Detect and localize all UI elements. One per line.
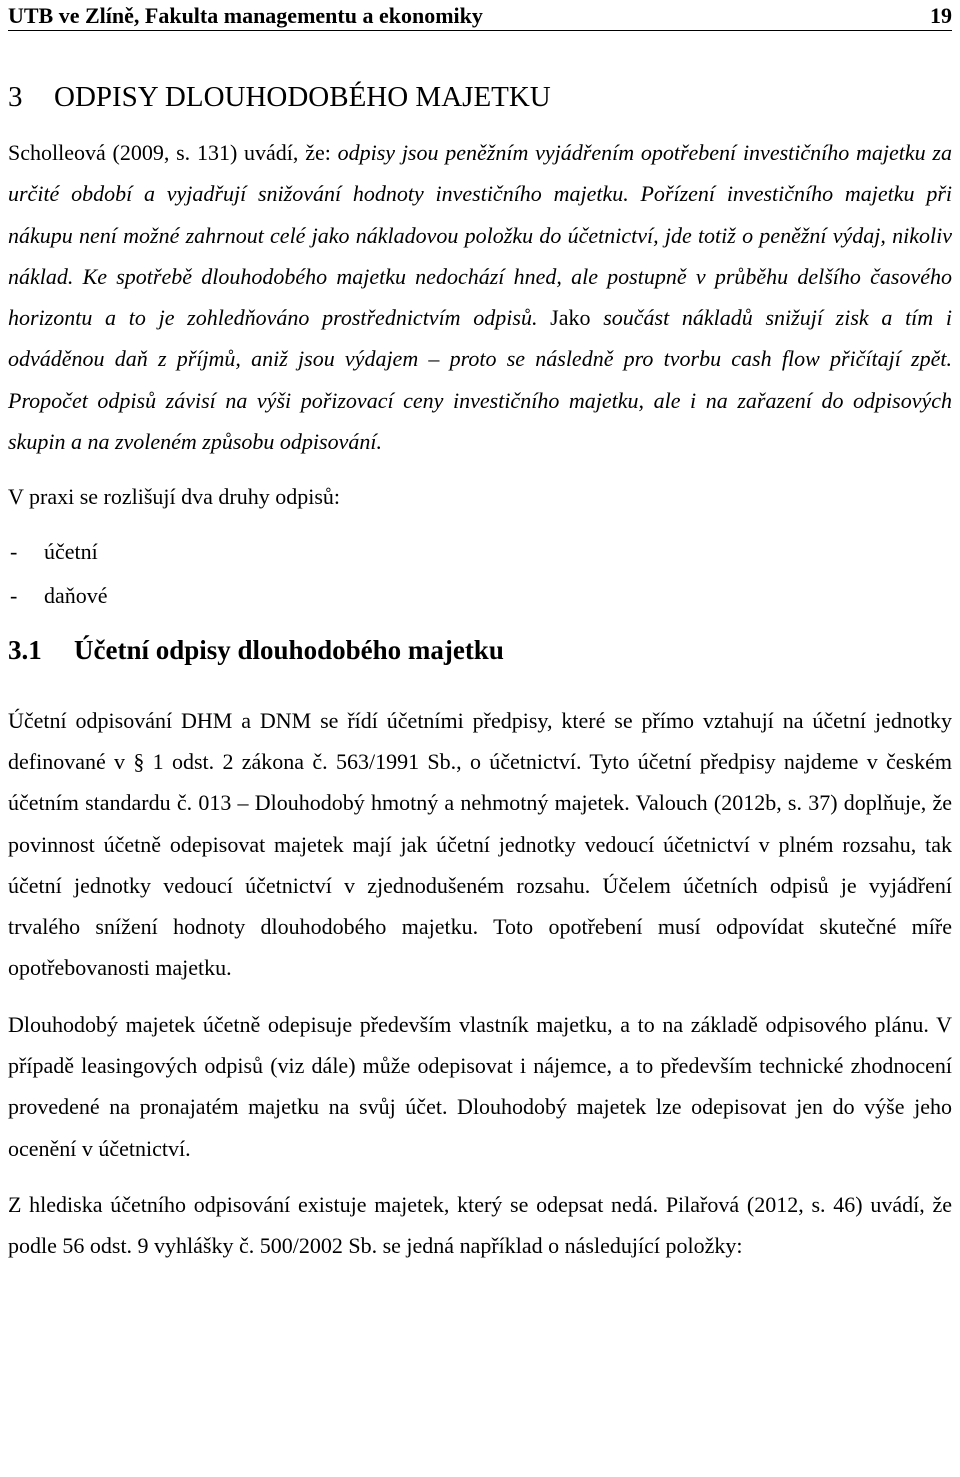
- list-dash: -: [10, 582, 18, 608]
- list-item: [8, 530, 952, 574]
- paragraph-scholleova: [8, 132, 952, 462]
- paragraph-types-intro: V praxi se rozlišují dva druhy odpisů:: [8, 484, 340, 510]
- list-item-text: účetní: [44, 538, 98, 564]
- chapter-number: 3: [8, 81, 23, 113]
- paragraph-accounting-depreciation: Účetní odpisování DHM a DNM se řídí účetními předpisy, které se přímo vztahují na účetní jednotky definované v § 1 odst. 2 zákona č. 563/1991 Sb., o účetnictví. Tyto účetní předpisy najdeme v českém účetním standardu č. 013 – Dlouhodobý hmotný a nehmotný majetek. Valouch (2012b, s. 37) doplňuje, že povinnost účetně odepisovat majetek mají jak účetní jednotky vedoucí účetnictví v plném rozsahu, tak účetní jednotky vedoucí účetnictví v zjednodušeném rozsahu. Účelem účetních odpisů je vyjádření trvalého snížení hodnoty dlouhodobého majetku. Toto opotřebení musí odpovídat skutečné míře opotřebovanosti majetku.: [8, 707, 952, 981]
- para1-quote-part1: odpisy jsou peněžním vyjádřením opotřebení investičního majetku za určité období a vyjadřují snižování hodnoty investičního majetku. Pořízení investičního majetku při nákupu není možné zahrnout celé jako nákladovou položku do účetnictví, jde totiž o peněžní výdaj, nikoliv náklad. Ke spotřebě dlouhodobého majetku nedochází hned, ale postupně v průběhu delšího časového horizontu a to je zohledňováno prostřednictvím odpisů.: [8, 140, 952, 331]
- list-item: [8, 574, 952, 618]
- list-item-text: daňové: [44, 582, 108, 608]
- para1-quote-part2: součást nákladů snižují zisk a tím i odváděnou daň z příjmů, aniž jsou výdajem – proto se následně pro tvorbu cash flow přičítají zpět. Propočet odpisů závisí na výši pořizovací ceny investičního majetku, ale i na zařazení do odpisových skupin a na zvoleném způsobu odpisování.: [8, 305, 953, 455]
- depreciation-types-list: [8, 530, 952, 618]
- chapter-title: ODPISY DLOUHODOBÉHO MAJETKU: [54, 81, 551, 113]
- para1-connector: Jako: [537, 305, 604, 331]
- paragraph-non-depreciable: Z hlediska účetního odpisování existuje majetek, který se odepsat nedá. Pilařová (2012, s. 46) uvádí, že podle 56 odst. 9 vyhlášky č. 500/2002 Sb. se jedná například o následující položky:: [8, 1191, 952, 1259]
- page-number: 19: [930, 3, 952, 28]
- section-number: 3.1: [8, 634, 42, 665]
- header-title: UTB ve Zlíně, Fakulta managementu a ekonomiky: [8, 3, 483, 28]
- chapter-heading: [8, 79, 952, 115]
- running-header: [8, 0, 952, 31]
- section-heading: [8, 630, 952, 670]
- paragraph-owner-depreciation: Dlouhodobý majetek účetně odepisuje především vlastník majetku, a to na základě odpisového plánu. V případě leasingových odpisů (viz dále) může odepisovat i nájemce, a to především technické zhodnocení provedené na pronajatém majetku na svůj účet. Dlouhodobý majetek lze odepisovat jen do výše jeho ocenění v účetnictví.: [8, 1011, 952, 1161]
- para1-intro: Scholleová (2009, s. 131) uvádí, že:: [8, 140, 338, 165]
- section-title: Účetní odpisy dlouhodobého majetku: [74, 634, 504, 665]
- list-dash: -: [10, 538, 18, 564]
